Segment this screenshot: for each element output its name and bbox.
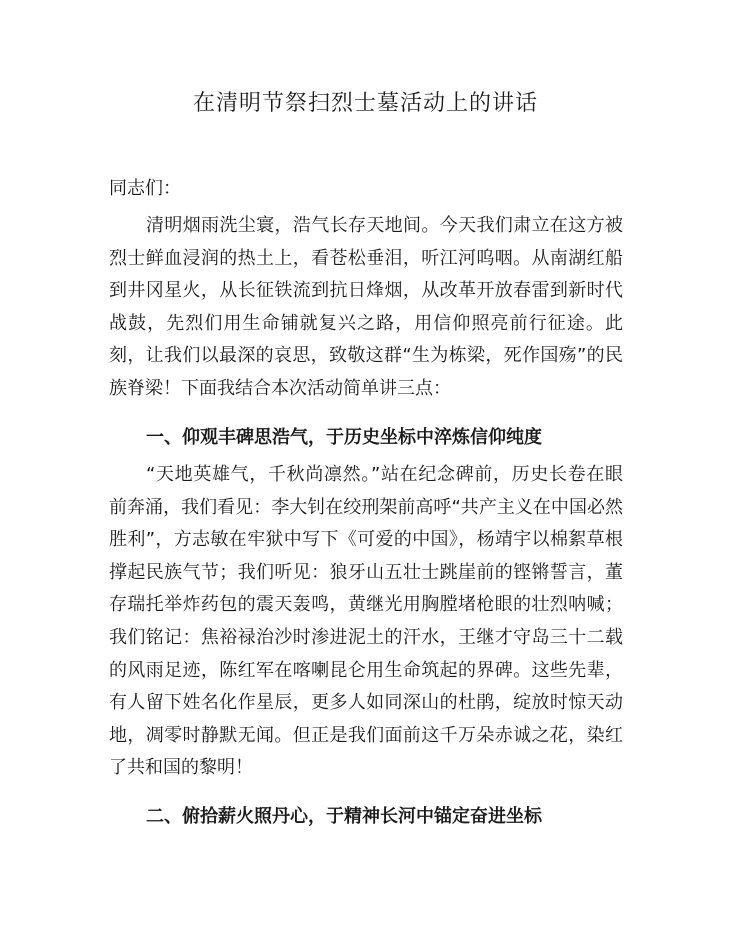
page-title: 在清明节祭扫烈士墓活动上的讲话 — [192, 91, 538, 116]
section-heading-1: 一、仰观丰碑思浩气，于历史坐标中淬炼信仰纯度 — [146, 427, 542, 448]
section-heading-2: 二、俯拾薪火照丹心，于精神长河中锚定奋进坐标 — [146, 806, 542, 827]
salutation: 同志们： — [109, 178, 181, 199]
paragraph-intro: 清明烟雨洗尘寰，浩气长存天地间。今天我们肃立在这方被烈士鲜血浸润的热土上，看苍松垂泪，听江河呜咽。从南湖红船到井冈星火，从长征铁流到抗日烽烟，从改革开放春雷到新时代战鼓，先烈们用生命铺就复兴之路，用信仰照亮前行征途。此刻，让我们以最深的哀思，致敬这群“生为栋梁，死作国殇”的民族脊梁！下面我结合本次活动简单讲三点： — [109, 215, 623, 399]
paragraph-section-1: “天地英雄气，千秋尚凛然。”站在纪念碑前，历史长卷在眼前奔涌，我们看见：李大钊在绞刑架前高呼“共产主义在中国必然胜利”，方志敏在牢狱中写下《可爱的中国》，杨靖宇以棉絮草根撑起民族气节；我们听见：狼牙山五壮士跳崖前的铿锵誓言，董存瑞托举炸药包的震天轰鸣，黄继光用胸膛堵枪眼的壮烈呐喊；我们铭记：焦裕禄治沙时渗进泥土的汗水，王继才守岛三十二载的风雨足迹，陈红军在喀喇昆仑用生命筑起的界碑。这些先辈，有人留下姓名化作星辰，更多人如同深山的杜鹃，绽放时惊天动地，凋零时静默无闻。但正是我们面前这千万朵赤诚之花，染红了共和国的黎明！ — [109, 464, 623, 779]
